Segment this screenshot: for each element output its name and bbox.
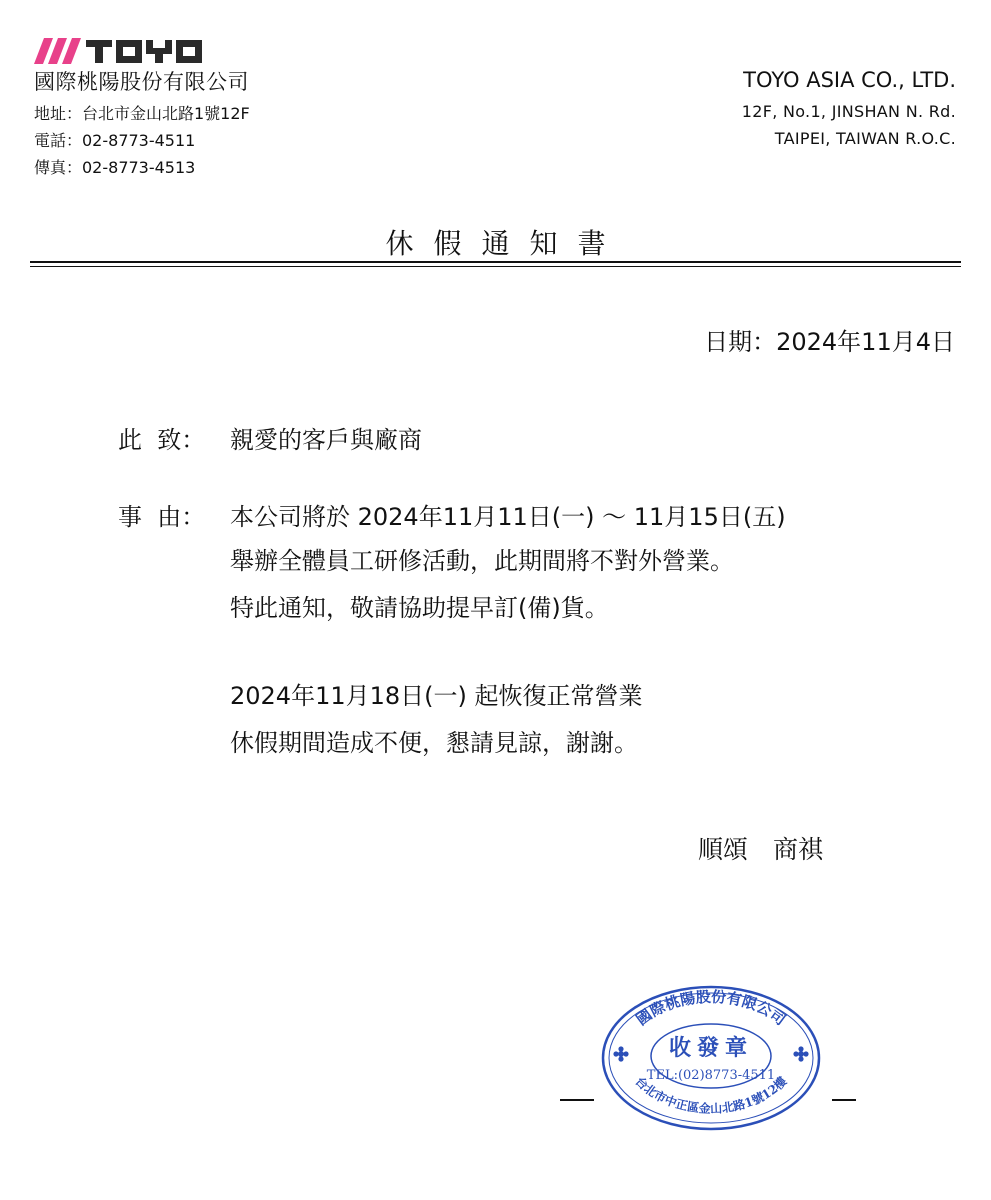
subject-line-5: 休假期間造成不便，懇請見諒，謝謝。 bbox=[230, 729, 638, 757]
stamp-center-text: 收發章 bbox=[668, 1035, 754, 1061]
title-rule-thin bbox=[30, 266, 961, 267]
signature-line-right bbox=[832, 1099, 856, 1101]
subject-line-1: 本公司將於 2024年11月11日(一) ～ 11月15日(五) bbox=[230, 503, 786, 531]
stamp-phone-text: TEL:(02)8773-4511 bbox=[646, 1068, 776, 1083]
subject-line-3: 特此通知，敬請協助提早訂(備)貨。 bbox=[230, 594, 609, 622]
fax-cn: 傳真：02-8773-4513 bbox=[34, 158, 196, 177]
closing-salutation: 順頌 商祺 bbox=[698, 835, 824, 864]
recipient-value: 親愛的客戶與廠商 bbox=[230, 426, 422, 454]
stamp-top-arc-text: 國際桃陽股份有限公司 bbox=[632, 987, 790, 1029]
address-en-line-2: TAIPEI, TAIWAN R.O.C. bbox=[774, 129, 956, 148]
stamp-flower-icon-right bbox=[793, 1046, 808, 1061]
subject-line-4: 2024年11月18日(一) 起恢復正常營業 bbox=[230, 682, 643, 710]
svg-text:國際桃陽股份有限公司 bbox=[633, 988, 789, 1029]
signature-line-left bbox=[560, 1099, 594, 1101]
stamp-flower-icon-left bbox=[613, 1046, 628, 1061]
company-seal-stamp bbox=[600, 982, 822, 1132]
company-name-cn: 國際桃陽股份有限公司 bbox=[34, 70, 249, 94]
company-name-en: TOYO ASIA CO., LTD. bbox=[743, 68, 956, 92]
subject-label: 事 由： bbox=[118, 503, 206, 531]
phone-cn: 電話：02-8773-4511 bbox=[34, 131, 196, 150]
address-cn: 地址：台北市金山北路1號12F bbox=[34, 104, 250, 123]
stamp-bottom-arc-text: 台北市中正區金山北路1號12樓 bbox=[632, 1074, 790, 1116]
toyo-logo bbox=[34, 38, 204, 64]
address-en-line-1: 12F, No.1, JINSHAN N. Rd. bbox=[741, 102, 956, 121]
notice-date: 日期：2024年11月4日 bbox=[704, 328, 955, 356]
recipient-label: 此 致： bbox=[118, 426, 206, 454]
subject-line-2: 舉辦全體員工研修活動，此期間將不對外營業。 bbox=[230, 547, 734, 575]
title-rule-thick bbox=[30, 261, 961, 263]
document-title: 休假通知書 bbox=[385, 227, 626, 260]
